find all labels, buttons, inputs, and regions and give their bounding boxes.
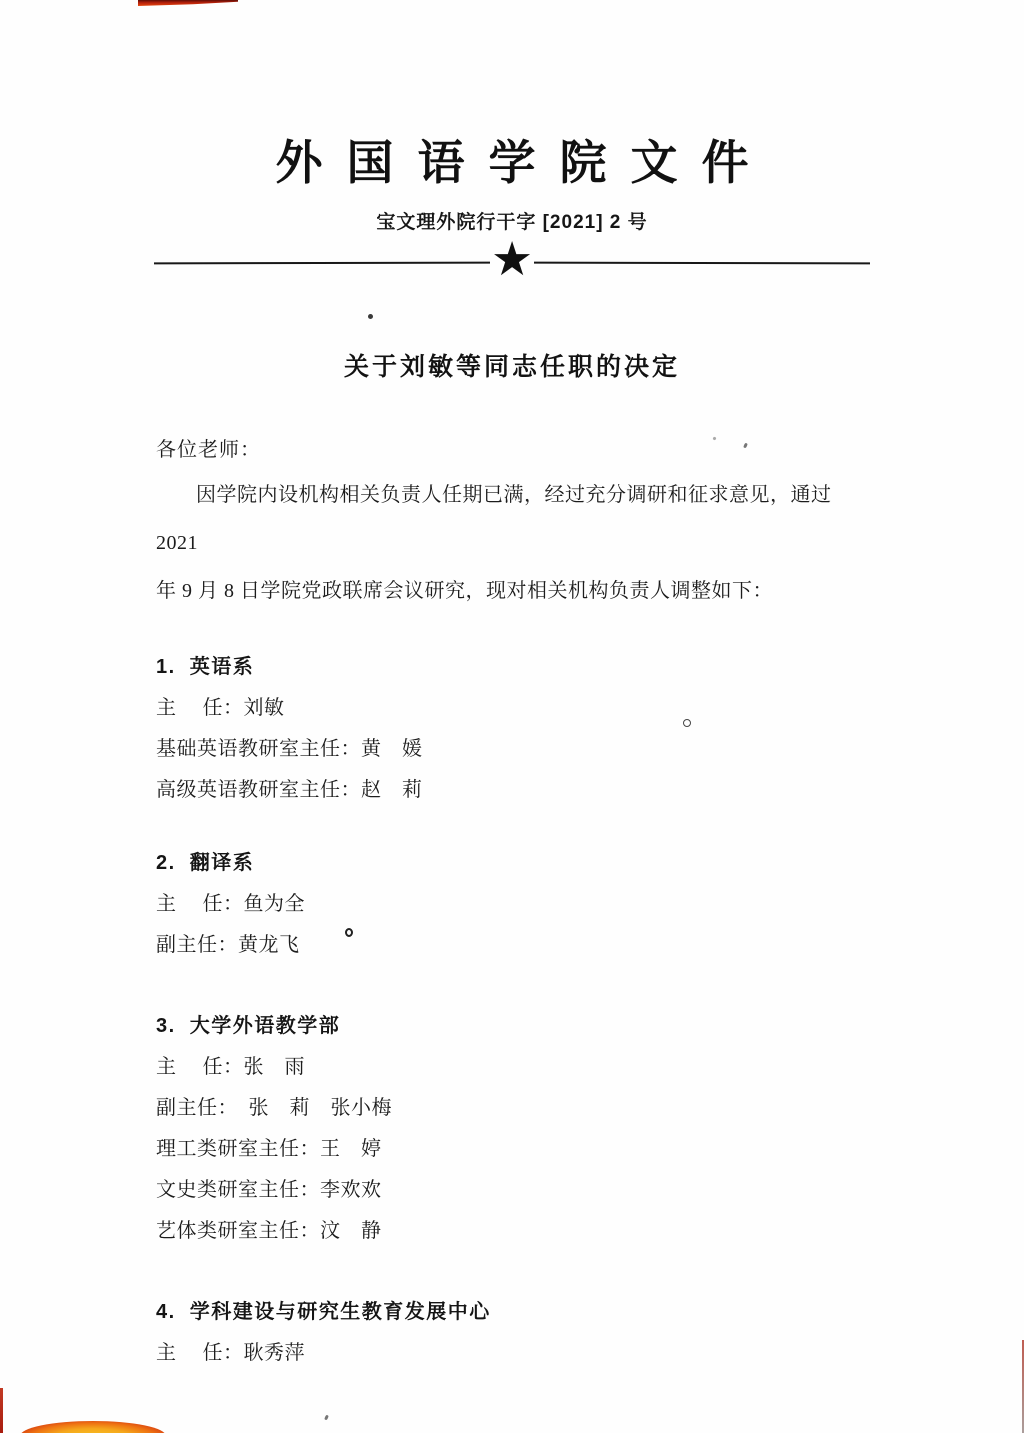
separator-line-right xyxy=(534,262,870,265)
appointment-line: 理工类研室主任：王 婷 xyxy=(156,1138,382,1160)
section-translation-dept xyxy=(156,843,870,966)
appointment-line: 文史类研室主任：李欢欢 xyxy=(156,1179,382,1201)
star-icon: ★ xyxy=(490,232,534,287)
appointment-line: 主 任：刘敏 xyxy=(156,697,285,719)
header-separator xyxy=(154,232,870,287)
section-heading: 4. 学科建设与研究生教育发展中心 xyxy=(156,1301,491,1323)
section-heading: 3. 大学外语教学部 xyxy=(156,1015,341,1037)
section-graduate-center xyxy=(156,1292,870,1374)
appointment-line: 艺体类研室主任：汶 静 xyxy=(156,1220,382,1242)
appointment-line: 主 任：鱼为全 xyxy=(156,893,305,915)
section-heading: 2. 翻译系 xyxy=(156,852,255,874)
document-title: 外国语学院文件 xyxy=(275,136,773,189)
separator-line-left xyxy=(154,262,490,265)
appointment-line: 副主任： 张 莉 张小梅 xyxy=(156,1097,392,1119)
appointment-line: 高级英语教研室主任：赵 莉 xyxy=(156,779,423,801)
document-body xyxy=(156,429,870,1374)
document-subject: 关于刘敏等同志任职的决定 xyxy=(343,354,680,381)
scan-artifact-ring xyxy=(683,719,691,727)
intro-line: 年 9 月 8 日学院党政联席会议研究，现对相关机构负责人调整如下： xyxy=(156,580,773,602)
scan-artifact-dot xyxy=(368,314,373,319)
appointment-line: 基础英语教研室主任：黄 媛 xyxy=(156,738,423,760)
salutation: 各位老师： xyxy=(156,439,261,461)
appointment-line: 主 任：张 雨 xyxy=(156,1056,305,1078)
section-college-english-dept xyxy=(156,1006,870,1252)
appointment-line: 副主任：黄龙飞 xyxy=(156,934,300,956)
seal-top-arc xyxy=(20,1421,166,1433)
document-number: 宝文理外院行干字 [2021] 2 号 xyxy=(376,212,648,233)
intro-line: 因学院内设机构相关负责人任期已满，经过充分调研和征求意见，通过 2021 xyxy=(156,484,837,554)
left-edge-red-line xyxy=(0,1388,3,1433)
red-banner-edge-mark xyxy=(138,0,238,6)
scan-artifact-ring xyxy=(345,928,353,937)
appointment-line: 主 任：耿秀萍 xyxy=(156,1342,305,1364)
scan-artifact-speck xyxy=(324,1415,329,1421)
section-english-dept xyxy=(156,647,870,811)
section-heading: 1. 英语系 xyxy=(156,656,255,678)
